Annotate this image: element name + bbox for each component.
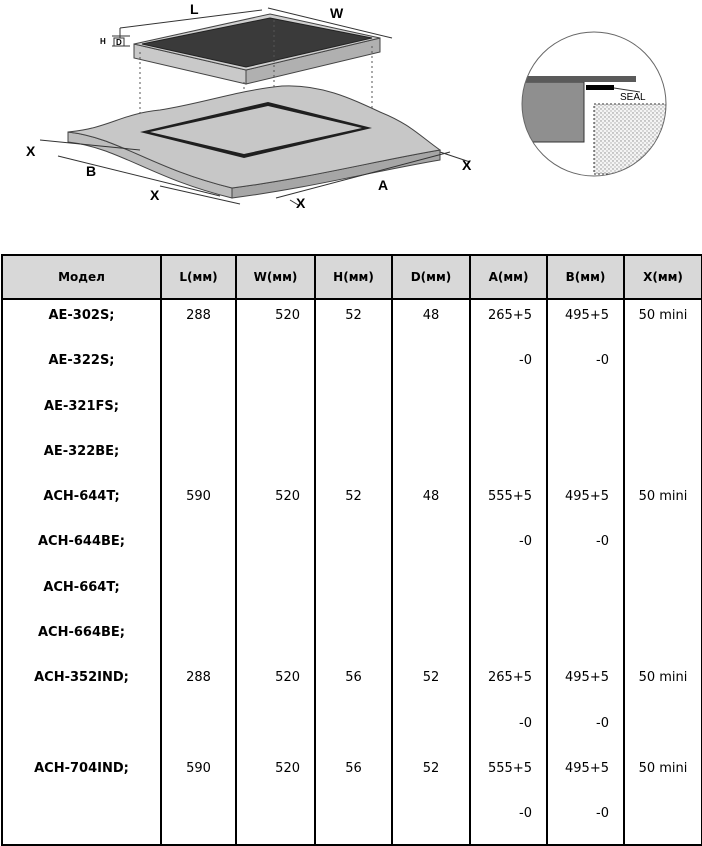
dim-label-x-front: X [150, 187, 160, 203]
empty-line [237, 708, 314, 753]
empty-line [471, 617, 546, 662]
empty-line [162, 572, 235, 617]
empty-line [548, 391, 623, 436]
cell-l [161, 753, 236, 845]
cell-a-value: 555+5 [488, 489, 532, 505]
cell-b [547, 753, 624, 845]
empty-line [625, 798, 701, 843]
cell-h [315, 299, 392, 481]
cell-model-value: ACH-664BE; [37, 625, 125, 641]
empty-line [237, 436, 314, 481]
cell-w [236, 662, 315, 753]
cell-h-value: 56 [345, 760, 362, 776]
empty-line [237, 798, 314, 843]
empty-line [471, 436, 546, 481]
cell-a [470, 753, 547, 845]
cell-d-value: 52 [422, 760, 440, 776]
empty-line [316, 526, 391, 571]
hob-illustration [134, 14, 380, 84]
empty-line [393, 798, 469, 843]
cell-d [392, 299, 470, 481]
dim-label-w: W [330, 5, 344, 21]
empty-line [316, 617, 391, 662]
cell-h-value: 52 [345, 308, 362, 323]
cell-a-value: 265+5 [488, 308, 532, 323]
dim-label-x-right: X [462, 157, 472, 173]
cell-l-value: 590 [186, 489, 211, 505]
specifications-table [1, 254, 702, 846]
cell-b [547, 299, 624, 481]
empty-line [162, 708, 235, 753]
cell-b-value: -0 [596, 806, 609, 822]
empty-line [625, 572, 701, 617]
header-h: H(мм) [315, 255, 392, 299]
cell-a-value: -0 [519, 353, 532, 369]
cell-model-value: ACH-644T; [43, 489, 120, 505]
cell-x-value: 50 mini [638, 489, 688, 505]
cell-model-value: ACH-644BE; [37, 534, 125, 550]
empty-line [393, 436, 469, 481]
cell-h-value: 52 [345, 489, 362, 505]
empty-line [393, 708, 469, 753]
empty-line [393, 572, 469, 617]
empty-line [237, 345, 314, 390]
table-row [2, 753, 702, 845]
cell-h [315, 753, 392, 845]
cell-b [547, 662, 624, 753]
dim-label-l: L [190, 1, 199, 17]
empty-line [3, 798, 160, 843]
cell-model [2, 662, 161, 753]
empty-line [316, 391, 391, 436]
cell-l [161, 481, 236, 662]
cell-b [547, 481, 624, 662]
cell-w-value: 520 [275, 760, 300, 776]
dim-label-x-left: X [26, 143, 36, 159]
cell-model-value: ACH-352IND; [34, 670, 129, 686]
cell-w [236, 753, 315, 845]
cell-d [392, 662, 470, 753]
cell-l-value: 288 [186, 308, 211, 323]
table-row [2, 481, 702, 662]
cell-w-value: 520 [275, 670, 300, 686]
empty-line [237, 391, 314, 436]
cell-a-value: -0 [519, 534, 532, 550]
cell-x-value: 50 mini [638, 760, 688, 776]
empty-line [162, 526, 235, 571]
header-a: A(мм) [470, 255, 547, 299]
empty-line [316, 436, 391, 481]
cell-a-value: 265+5 [488, 670, 532, 686]
cell-l-value: 288 [186, 670, 211, 686]
cell-a-value: -0 [519, 715, 532, 731]
dim-label-d: D [116, 38, 122, 47]
cell-b-value: -0 [596, 534, 609, 550]
empty-line [162, 345, 235, 390]
cell-d [392, 753, 470, 845]
cell-d-value: 48 [422, 489, 440, 505]
cell-w [236, 299, 315, 481]
seal-label: SEAL [620, 92, 646, 103]
dim-label-a: A [378, 177, 389, 193]
cell-h [315, 481, 392, 662]
dim-label-h: H [100, 37, 106, 46]
empty-line [316, 572, 391, 617]
cell-model [2, 481, 161, 662]
cell-model [2, 753, 161, 845]
cell-w-value: 520 [275, 489, 300, 505]
empty-line [548, 617, 623, 662]
empty-line [625, 617, 701, 662]
empty-line [548, 572, 623, 617]
dim-label-x-bottom: X [296, 195, 306, 211]
header-x: X(мм) [624, 255, 702, 299]
installation-diagram [0, 0, 702, 252]
table-header-row [2, 255, 702, 299]
cell-b-value: 495+5 [565, 308, 609, 323]
cell-d [392, 481, 470, 662]
cell-model-value: ACH-664T; [43, 579, 120, 595]
header-b: B(мм) [547, 255, 624, 299]
cell-d-value: 52 [422, 670, 440, 686]
dim-label-b: B [86, 163, 97, 179]
empty-line [393, 526, 469, 571]
empty-line [625, 391, 701, 436]
cell-model-value: ACH-704IND; [34, 760, 129, 776]
cell-x [624, 753, 702, 845]
empty-line [162, 436, 235, 481]
empty-line [3, 708, 160, 753]
cell-a-value: -0 [519, 806, 532, 822]
header-w: W(мм) [236, 255, 315, 299]
cell-model [2, 299, 161, 481]
empty-line [316, 798, 391, 843]
empty-line [237, 526, 314, 571]
empty-line [237, 572, 314, 617]
cell-model-value: AE-302S; [48, 308, 115, 323]
empty-line [393, 391, 469, 436]
cell-d-value: 48 [422, 308, 440, 323]
cell-w-value: 520 [275, 308, 300, 323]
cell-model-value: AE-322BE; [43, 443, 120, 459]
header-l: L(мм) [161, 255, 236, 299]
cell-b-value: 495+5 [565, 670, 609, 686]
empty-line [393, 345, 469, 390]
cell-l [161, 662, 236, 753]
cell-x [624, 299, 702, 481]
table-row [2, 662, 702, 753]
cell-a-value: 555+5 [488, 760, 532, 776]
cell-b-value: 495+5 [565, 760, 609, 776]
cell-b-value: -0 [596, 353, 609, 369]
empty-line [316, 708, 391, 753]
cell-x [624, 481, 702, 662]
empty-line [162, 798, 235, 843]
table-body [2, 299, 702, 845]
cell-a [470, 299, 547, 481]
cell-b-value: -0 [596, 715, 609, 731]
cell-x-value: 50 mini [638, 670, 688, 686]
cell-x [624, 662, 702, 753]
cell-l-value: 590 [186, 760, 211, 776]
empty-line [471, 572, 546, 617]
cell-h-value: 56 [345, 670, 362, 686]
empty-line [625, 526, 701, 571]
cell-model-value: AE-322S; [48, 353, 115, 369]
table-row [2, 299, 702, 481]
empty-line [625, 436, 701, 481]
header-model: Модел [2, 255, 161, 299]
cell-a [470, 481, 547, 662]
empty-line [162, 617, 235, 662]
seal-detail-circle [520, 32, 674, 176]
empty-line [393, 617, 469, 662]
cell-h [315, 662, 392, 753]
cell-x-value: 50 mini [638, 308, 688, 323]
empty-line [548, 436, 623, 481]
cell-model-value: AE-321FS; [44, 398, 119, 414]
empty-line [625, 708, 701, 753]
empty-line [316, 345, 391, 390]
empty-line [162, 391, 235, 436]
cell-a [470, 662, 547, 753]
cell-w [236, 481, 315, 662]
cell-b-value: 495+5 [565, 489, 609, 505]
header-d: D(мм) [392, 255, 470, 299]
empty-line [237, 617, 314, 662]
cell-l [161, 299, 236, 481]
empty-line [471, 391, 546, 436]
empty-line [625, 345, 701, 390]
